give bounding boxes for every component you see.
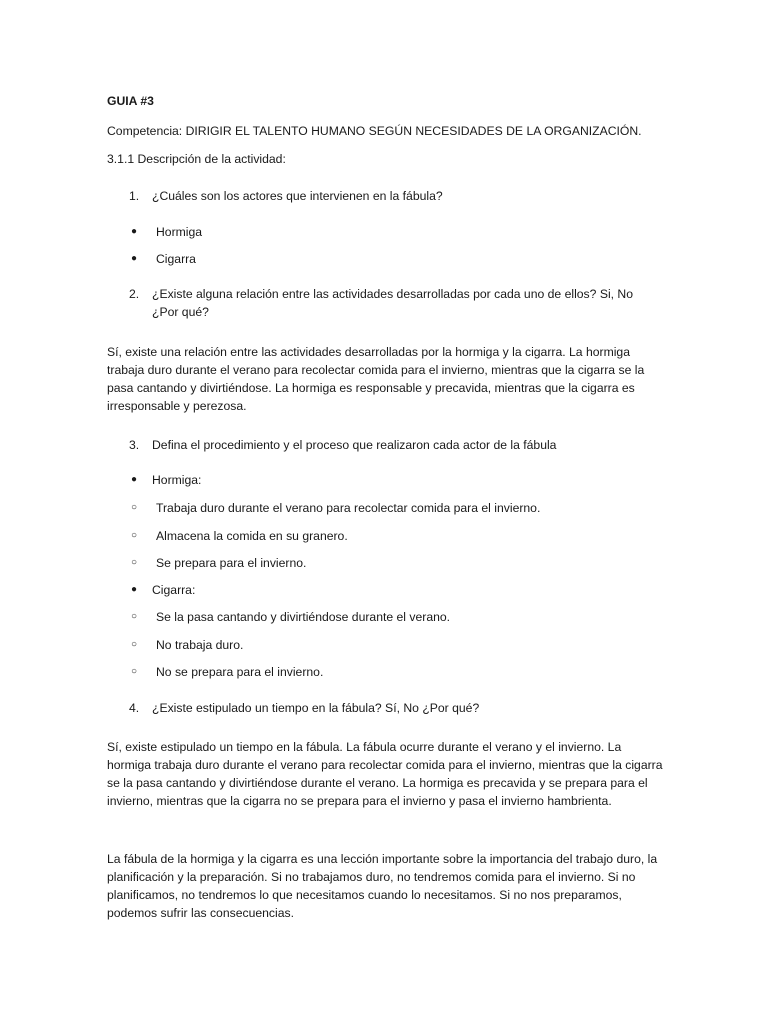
q4-text: ¿Existe estipulado un tiempo en la fábula? Sí, No ¿Por qué? [152,701,480,715]
circle-bullet-icon: ○ [131,611,138,622]
q1-number: 1. [129,189,140,203]
bullet-icon: ● [131,253,138,264]
actor-item: Hormiga [156,225,203,239]
q4-number: 4. [129,701,140,715]
conclusion-paragraph: La fábula de la hormiga y la cigarra es una lección importante sobre la importancia del trabajo duro, la planificación y la preparación. Si no trabajamos duro, no tendremos comida para el invierno. Si no planificamos, no tendremos lo que necesitamos cuando lo necesitamos. Si no nos preparamos, podemos sufrir las consecuencias. [107,852,658,920]
bullet-icon: ● [131,584,138,595]
cigarra-item: No trabaja duro. [156,638,244,652]
q2-text: ¿Existe alguna relación entre las actividades desarrolladas por cada uno de ellos? Si, No ¿Por qué? [152,287,634,319]
descripcion-heading: 3.1.1 Descripción de la actividad: [107,152,286,166]
circle-bullet-icon: ○ [131,530,138,541]
answer-2-paragraph: Sí, existe una relación entre las actividades desarrolladas por la hormiga y la cigarra. La hormiga trabaja duro durante el verano para recolectar comida para el invierno, mientras que la cigarra se la pasa cantando y divirtiéndose. La hormiga es responsable y precavida, mientras que la cigarra es irresponsable y perezosa. [107,345,645,413]
actor-item: Cigarra [156,252,196,266]
hormiga-item: Trabaja duro durante el verano para recolectar comida para el invierno. [156,501,541,515]
circle-bullet-icon: ○ [131,557,138,568]
competencia-line: Competencia: DIRIGIR EL TALENTO HUMANO SEGÚN NECESIDADES DE LA ORGANIZACIÓN. [107,124,642,138]
q3-text: Defina el procedimiento y el proceso que realizaron cada actor de la fábula [152,438,557,452]
hormiga-label: Hormiga: [152,473,202,487]
circle-bullet-icon: ○ [131,666,138,677]
q2-number: 2. [129,287,140,301]
cigarra-item: Se la pasa cantando y divirtiéndose durante el verano. [156,610,451,624]
circle-bullet-icon: ○ [131,502,138,513]
bullet-icon: ● [131,226,138,237]
circle-bullet-icon: ○ [131,639,138,650]
cigarra-label: Cigarra: [152,583,196,597]
doc-title: GUIA #3 [107,94,154,108]
q3-number: 3. [129,438,140,452]
answer-4-paragraph: Sí, existe estipulado un tiempo en la fábula. La fábula ocurre durante el verano y el invierno. La hormiga trabaja duro durante el verano para recolectar comida para el invierno, mientras que la cigarra se la pasa cantando y divirtiéndose durante el verano. La hormiga es precavida y se prepara para el invierno, mientras que la cigarra no se prepara para el invierno y pasa el invierno hambrienta. [107,740,663,808]
hormiga-item: Almacena la comida en su granero. [156,529,348,543]
bullet-icon: ● [131,474,138,485]
cigarra-item: No se prepara para el invierno. [156,665,324,679]
q1-text: ¿Cuáles son los actores que intervienen en la fábula? [152,189,443,203]
hormiga-item: Se prepara para el invierno. [156,556,307,570]
